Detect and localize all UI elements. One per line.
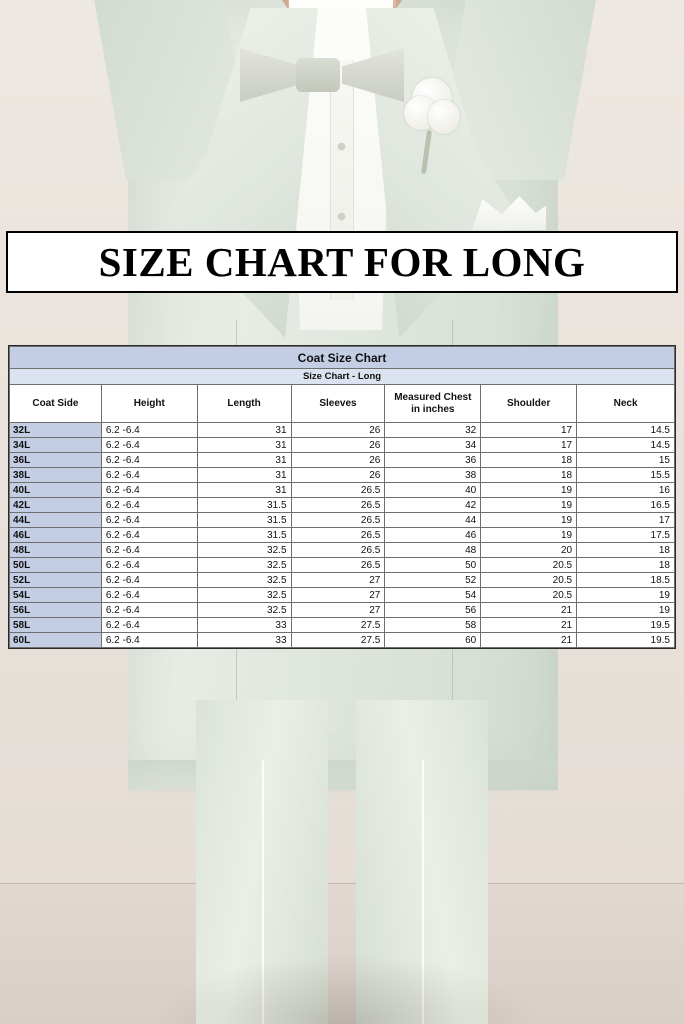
table-row xyxy=(10,603,675,618)
table-row xyxy=(10,573,675,588)
jacket-hem xyxy=(128,760,558,800)
column-header-coat-side: Coat Side xyxy=(10,385,102,423)
table-subtitle-row xyxy=(10,369,675,385)
shirt-stud xyxy=(338,213,345,220)
column-header-height: Height xyxy=(101,385,197,423)
cell-measurement: 18 xyxy=(577,558,675,573)
table-header-row xyxy=(10,385,675,423)
cell-height: 6.2 -6.4 xyxy=(101,423,197,438)
cell-measurement: 16 xyxy=(577,483,675,498)
cell-measurement: 32.5 xyxy=(197,543,291,558)
cell-measurement: 27 xyxy=(291,573,385,588)
column-header-length: Length xyxy=(197,385,291,423)
cell-measurement: 17 xyxy=(577,513,675,528)
cell-coat-size: 34L xyxy=(10,438,102,453)
cell-measurement: 21 xyxy=(481,618,577,633)
table-row xyxy=(10,498,675,513)
cell-measurement: 19 xyxy=(577,603,675,618)
column-header-measured-chest: Measured Chest in inches xyxy=(385,385,481,423)
table-body xyxy=(10,423,675,648)
table-title-row xyxy=(10,347,675,369)
cell-measurement: 40 xyxy=(385,483,481,498)
cell-measurement: 20.5 xyxy=(481,588,577,603)
table-row xyxy=(10,543,675,558)
cell-measurement: 19 xyxy=(481,528,577,543)
cell-measurement: 26 xyxy=(291,438,385,453)
page-title: SIZE CHART FOR LONG xyxy=(98,239,586,285)
flower-petal xyxy=(428,100,460,134)
cell-measurement: 31 xyxy=(197,453,291,468)
cell-measurement: 19 xyxy=(481,513,577,528)
cell-measurement: 19 xyxy=(481,498,577,513)
cell-measurement: 48 xyxy=(385,543,481,558)
cell-measurement: 16.5 xyxy=(577,498,675,513)
cell-measurement: 31.5 xyxy=(197,513,291,528)
cell-coat-size: 56L xyxy=(10,603,102,618)
column-header-sleeves: Sleeves xyxy=(291,385,385,423)
cell-measurement: 17.5 xyxy=(577,528,675,543)
cell-measurement: 20 xyxy=(481,543,577,558)
cell-coat-size: 52L xyxy=(10,573,102,588)
table-title: Coat Size Chart xyxy=(10,347,675,369)
cell-measurement: 38 xyxy=(385,468,481,483)
cell-measurement: 26.5 xyxy=(291,543,385,558)
cell-measurement: 20.5 xyxy=(481,573,577,588)
cell-measurement: 20.5 xyxy=(481,558,577,573)
cell-measurement: 14.5 xyxy=(577,438,675,453)
table-row xyxy=(10,438,675,453)
cell-measurement: 19 xyxy=(577,588,675,603)
cell-measurement: 54 xyxy=(385,588,481,603)
cell-measurement: 21 xyxy=(481,603,577,618)
table-row xyxy=(10,468,675,483)
cell-measurement: 18 xyxy=(481,468,577,483)
cell-measurement: 36 xyxy=(385,453,481,468)
cell-measurement: 31 xyxy=(197,438,291,453)
cell-height: 6.2 -6.4 xyxy=(101,513,197,528)
cell-measurement: 32.5 xyxy=(197,588,291,603)
cell-height: 6.2 -6.4 xyxy=(101,618,197,633)
cell-height: 6.2 -6.4 xyxy=(101,603,197,618)
cell-height: 6.2 -6.4 xyxy=(101,498,197,513)
size-chart-table xyxy=(9,346,675,648)
cell-height: 6.2 -6.4 xyxy=(101,543,197,558)
cell-measurement: 26.5 xyxy=(291,483,385,498)
table-row xyxy=(10,423,675,438)
cell-measurement: 31.5 xyxy=(197,498,291,513)
cell-measurement: 31 xyxy=(197,483,291,498)
cell-height: 6.2 -6.4 xyxy=(101,573,197,588)
cell-measurement: 46 xyxy=(385,528,481,543)
cell-measurement: 18 xyxy=(481,453,577,468)
cell-measurement: 21 xyxy=(481,633,577,648)
cell-measurement: 26.5 xyxy=(291,528,385,543)
cell-measurement: 17 xyxy=(481,438,577,453)
cell-measurement: 32.5 xyxy=(197,573,291,588)
table-row xyxy=(10,453,675,468)
cell-coat-size: 44L xyxy=(10,513,102,528)
cell-measurement: 26.5 xyxy=(291,558,385,573)
table-row xyxy=(10,513,675,528)
cell-measurement: 27.5 xyxy=(291,633,385,648)
table-row xyxy=(10,618,675,633)
cell-measurement: 32.5 xyxy=(197,603,291,618)
cell-height: 6.2 -6.4 xyxy=(101,588,197,603)
cell-measurement: 52 xyxy=(385,573,481,588)
column-header-shoulder: Shoulder xyxy=(481,385,577,423)
cell-coat-size: 54L xyxy=(10,588,102,603)
cell-coat-size: 50L xyxy=(10,558,102,573)
size-chart-title-banner xyxy=(6,231,678,293)
shirt-stud xyxy=(338,143,345,150)
cell-measurement: 32 xyxy=(385,423,481,438)
cell-coat-size: 38L xyxy=(10,468,102,483)
cell-measurement: 15 xyxy=(577,453,675,468)
cell-coat-size: 36L xyxy=(10,453,102,468)
cell-measurement: 32.5 xyxy=(197,558,291,573)
cell-height: 6.2 -6.4 xyxy=(101,528,197,543)
cell-measurement: 60 xyxy=(385,633,481,648)
cell-coat-size: 40L xyxy=(10,483,102,498)
cell-measurement: 26.5 xyxy=(291,498,385,513)
cell-measurement: 27.5 xyxy=(291,618,385,633)
cell-height: 6.2 -6.4 xyxy=(101,468,197,483)
cell-measurement: 34 xyxy=(385,438,481,453)
cell-measurement: 26 xyxy=(291,468,385,483)
cell-measurement: 18 xyxy=(577,543,675,558)
table-row xyxy=(10,483,675,498)
table-row xyxy=(10,588,675,603)
cell-coat-size: 58L xyxy=(10,618,102,633)
cell-measurement: 26.5 xyxy=(291,513,385,528)
cell-measurement: 19 xyxy=(481,483,577,498)
cell-measurement: 14.5 xyxy=(577,423,675,438)
cell-measurement: 31 xyxy=(197,468,291,483)
boutonniere-flower xyxy=(404,74,462,146)
cell-height: 6.2 -6.4 xyxy=(101,633,197,648)
cell-height: 6.2 -6.4 xyxy=(101,453,197,468)
floor-shadow xyxy=(150,954,540,1024)
cell-measurement: 31.5 xyxy=(197,528,291,543)
cell-measurement: 18.5 xyxy=(577,573,675,588)
cell-measurement: 31 xyxy=(197,423,291,438)
cell-height: 6.2 -6.4 xyxy=(101,438,197,453)
bow-tie-knot xyxy=(296,58,340,92)
cell-measurement: 50 xyxy=(385,558,481,573)
cell-measurement: 56 xyxy=(385,603,481,618)
cell-measurement: 42 xyxy=(385,498,481,513)
cell-measurement: 27 xyxy=(291,588,385,603)
cell-measurement: 26 xyxy=(291,453,385,468)
cell-measurement: 44 xyxy=(385,513,481,528)
cell-height: 6.2 -6.4 xyxy=(101,558,197,573)
cell-measurement: 17 xyxy=(481,423,577,438)
cell-measurement: 15.5 xyxy=(577,468,675,483)
cell-measurement: 27 xyxy=(291,603,385,618)
cell-coat-size: 46L xyxy=(10,528,102,543)
cell-measurement: 26 xyxy=(291,423,385,438)
cell-coat-size: 42L xyxy=(10,498,102,513)
table-subtitle: Size Chart - Long xyxy=(10,369,675,385)
cell-coat-size: 48L xyxy=(10,543,102,558)
cell-measurement: 58 xyxy=(385,618,481,633)
table-row xyxy=(10,528,675,543)
table-row xyxy=(10,633,675,648)
table-row xyxy=(10,558,675,573)
cell-measurement: 19.5 xyxy=(577,633,675,648)
cell-measurement: 19.5 xyxy=(577,618,675,633)
cell-measurement: 33 xyxy=(197,633,291,648)
cell-coat-size: 32L xyxy=(10,423,102,438)
floor-wall-line xyxy=(0,883,684,884)
cell-measurement: 33 xyxy=(197,618,291,633)
size-chart-table-container xyxy=(8,345,676,649)
column-header-neck: Neck xyxy=(577,385,675,423)
cell-height: 6.2 -6.4 xyxy=(101,483,197,498)
cell-coat-size: 60L xyxy=(10,633,102,648)
